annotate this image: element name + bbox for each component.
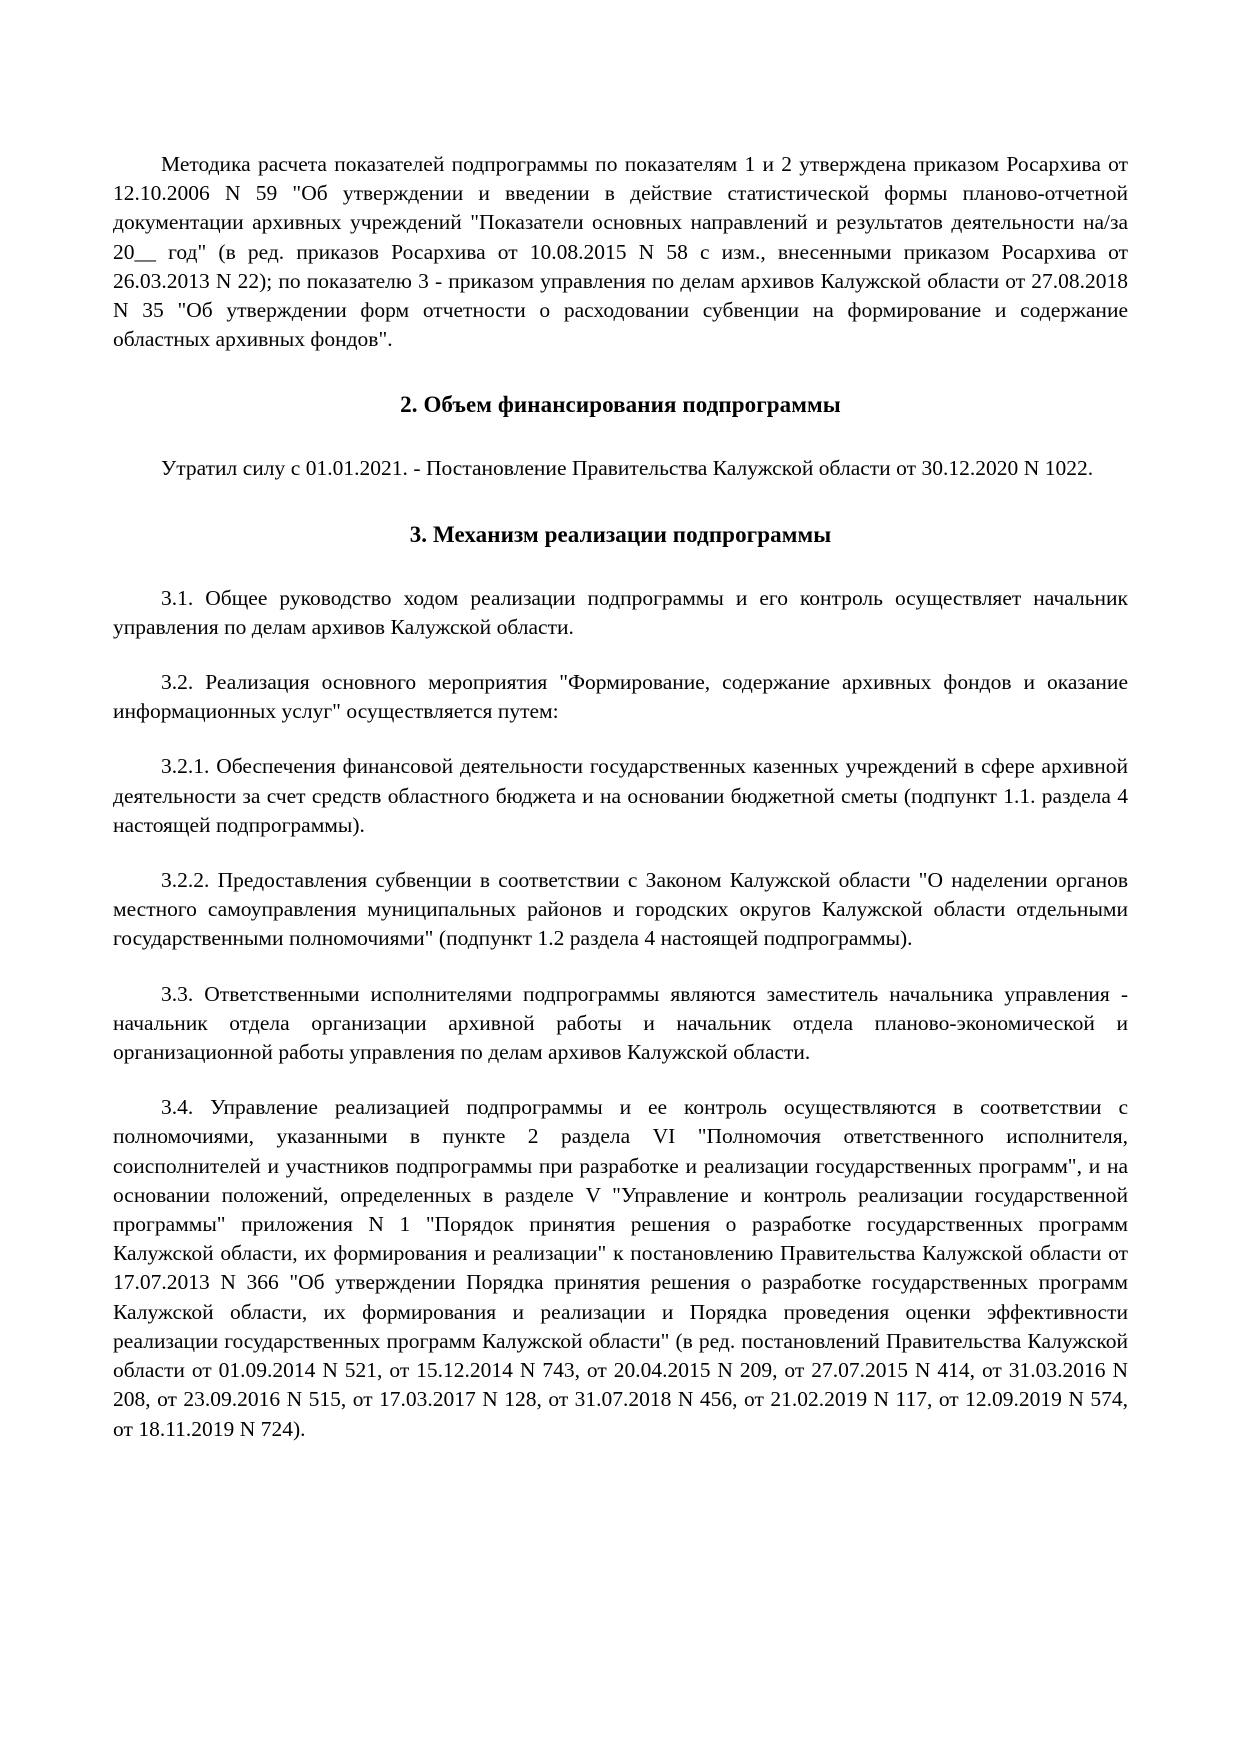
paragraph-3-2-1: 3.2.1. Обеспечения финансовой деятельности государственных казенных учреждений в сфере архивной деятельности за счет средств областного бюджета и на основании бюджетной сметы (подпункт 1.1. раздела 4 настоящей подпрограммы). (113, 754, 1128, 837)
paragraph-section-2-body: Утратил силу с 01.01.2021. - Постановление Правительства Калужской области от 30.12.2020 N 1022. (161, 456, 1094, 481)
heading-section-2: 2. Объем финансирования подпрограммы (400, 392, 841, 418)
document-body (113, 150, 1128, 1444)
paragraph-3-1: 3.1. Общее руководство ходом реализации подпрограммы и его контроль осуществляет начальник управления по делам архивов Калужской области. (113, 585, 1128, 639)
heading-section-3: 3. Механизм реализации подпрограммы (409, 521, 832, 547)
paragraph-3-2-2: 3.2.2. Предоставления субвенции в соответствии с Законом Калужской области "О наделении органов местного самоуправления муниципальных районов и городских округов Калужской области отдельными государственными полномочиями" (подпункт 1.2 раздела 4 настоящей подпрограммы). (113, 868, 1128, 951)
paragraph-3-2: 3.2. Реализация основного мероприятия "Формирование, содержание архивных фондов и оказание информационных услуг" осуществляется путем: (113, 670, 1128, 724)
paragraph-3-4: 3.4. Управление реализацией подпрограммы и ее контроль осуществляются в соответствии с полномочиями, указанными в пункте 2 раздела VI "Полномочия ответственного исполнителя, соисполнителей и участников подпрограммы при разработке и реализации государственных программ", и на основании положений, определенных в разделе V "Управление и контроль реализации государственной программы" приложения N 1 "Порядок принятия решения о разработке государственных программ Калужской области, их формирования и реализации" к постановлению Правительства Калужской области от 17.07.2013 N 366 "Об утверждении Порядка принятия решения о разработке государственных программ Калужской области, их формирования и реализации и Порядка проведения оценки эффективности реализации государственных программ Калужской области" (в ред. постановлений Правительства Калужской области от 01.09.2014 N 521, от 15.12.2014 N 743, от 20.04.2015 N 209, от 27.07.2015 N 414, от 31.03.2016 N 208, от 23.09.2016 N 515, от 17.03.2017 N 128, от 31.07.2018 N 456, от 21.02.2019 N 117, от 12.09.2019 N 574, от 18.11.2019 N 724). (113, 1095, 1128, 1441)
paragraph-methodology: Методика расчета показателей подпрограммы по показателям 1 и 2 утверждена приказом Росархива от 12.10.2006 N 59 "Об утверждении и введении в действие статистической формы планово-отчетной документации архивных учреждений "Показатели основных направлений и результатов деятельности на/за 20__ год" (в ред. приказов Росархива от 10.08.2015 N 58 с изм., внесенными приказом Росархива от 26.03.2013 N 22); по показателю 3 - приказом управления по делам архивов Калужской области от 27.08.2018 N 35 "Об утверждении форм отчетности о расходовании субвенции на формирование и содержание областных архивных фондов". (113, 152, 1128, 352)
paragraph-3-3: 3.3. Ответственными исполнителями подпрограммы являются заместитель начальника управления - начальник отдела организации архивной работы и начальник отдела планово-экономической и организационной работы управления по делам архивов Калужской области. (113, 981, 1128, 1065)
